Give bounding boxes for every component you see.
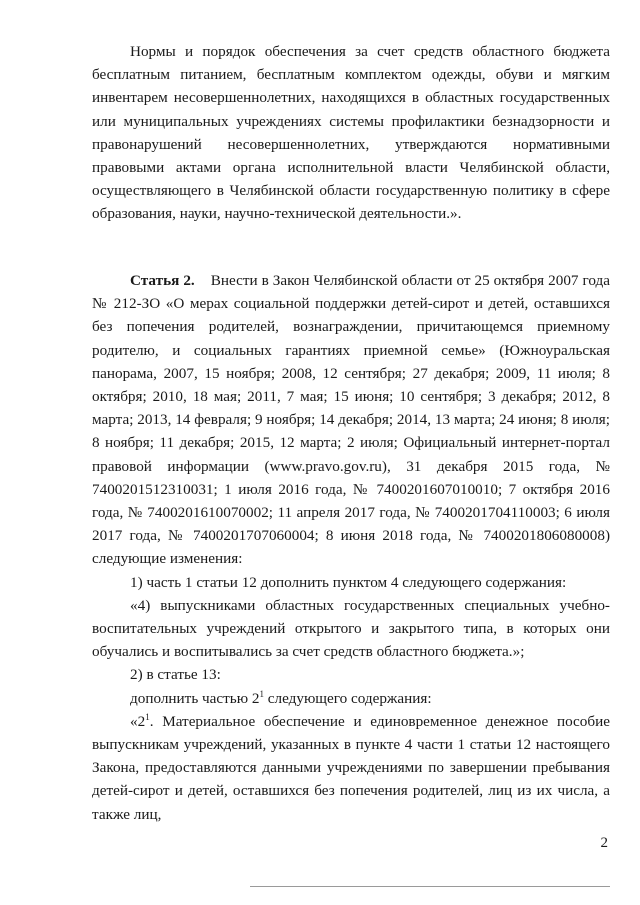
add-part-superscript: 1 [259,688,264,699]
text-block-article-2 [92,269,610,826]
paragraph-item-2: 2) в статье 13: [130,666,221,684]
paragraph-add-part [92,687,610,710]
paragraph-norms: Нормы и порядок обеспечения за счет средств областного бюджета бесплатным питанием, бесплатным комплектом одежды, обуви и мягким инвентарем несовершеннолетних, находящихся в областных государственных или муниципальных учреждениях системы профилактики безнадзорности и правонарушений несовершеннолетних, утверждаются нормативными правовыми актами органа исполнительной власти Челябинской области, осуществляющего в Челябинской области государственную политику в сфере образования, науки, научно-технической деятельности.». [92,43,610,223]
article-2-label: Статья 2. [130,272,195,289]
article-2-intro-text: Внести в Закон Челябинской области от 25 октября 2007 года № 212-ЗО «О мерах социальной поддержки детей-сирот и детей, оставшихся без попечения родителей, вознаграждении, причитающемся приемному родителю, и социальных гарантиях приемной семье» (Южноуральская панорама, 2007, 15 ноября; 2008, 12 сентября; 27 декабря; 2009, 11 июля; 8 октября; 2010, 18 мая; 2011, 7 мая; 15 июня; 10 сентября; 3 декабря; 2012, 8 марта; 2013, 14 февраля; 9 ноября; 14 декабря; 2014, 13 марта; 24 июня; 8 июля; 8 ноября; 11 декабря; 2015, 12 марта; 2 июля; Официальный интернет-портал правовой информации (www.pravo.gov.ru), 31 декабря 2015 года, № 7400201512310031; 1 июля 2016 года, № 7400201607010010; 7 октября 2016 года, № 7400201610070002; 11 апреля 2017 года, № 7400201704110003; 6 июля 2017 года, № 7400201707060004; 8 июня 2018 года, № 7400201806080008) следующие изменения: [92,272,611,568]
add-part-text-end: следующего содержания: [263,689,432,707]
quote-2-open: «2 [130,712,146,730]
paragraph-article-2-intro [92,269,610,571]
quote-2-text: . Материальное обеспечение и единовременное денежное пособие выпускникам учреждений, указанных в пункте 4 части 1 статьи 12 настоящего Закона, предоставляются данными учреждениями по завершении пребывания детей-сирот и детей, оставшихся без попечения родителей, лиц из их числа, а также лиц, [92,712,610,823]
paragraph-item-1: 1) часть 1 статьи 12 дополнить пунктом 4 следующего содержания: [130,573,567,591]
page-number: 2 [600,835,608,851]
scan-edge-line [250,886,610,887]
text-block-top [92,40,610,226]
add-part-text: дополнить частью 2 [130,689,260,707]
paragraph-quote-1: «4) выпускниками областных государственных специальных учебно-воспитательных учреждений открытого и закрытого типа, в которых они обучались и воспитывались за счет средств областного бюджета.»; [92,596,610,661]
quote-2-superscript: 1 [145,711,150,722]
paragraph-quote-2 [92,710,610,826]
